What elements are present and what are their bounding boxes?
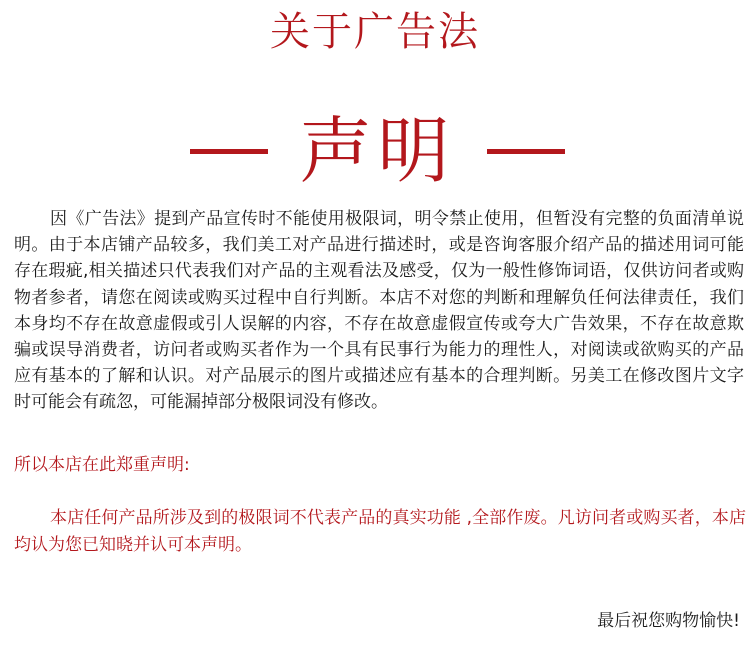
heading-right-dash bbox=[487, 149, 565, 154]
disclaimer-paragraph: 因《广告法》提到产品宣传时不能使用极限词，明令禁止使用，但暂没有完整的负面清单说明。由于本店铺产品较多，我们美工对产品进行描述时，或是咨询客服介绍产品的描述用词可能存在瑕疵,相关描述只代表我们对产品的主观看法及感受，仅为一般性修饰词语，仅供访问者或购物者参者，请您在阅读或购买过程中自行判断。本店不对您的判断和理解负任何法律责任，我们本身均不存在故意虚假或引人误解的内容，不存在故意虚假宣传或夸大广告效果，不存在故意欺骗或误导消费者，访问者或购买者作为一个具有民事行为能力的理性人，对阅读或欲购买的产品应有基本的了解和认识。对产品展示的图片或描述应有基本的合理判断。另美工在修改图片文字时可能会有疏忽，可能漏掉部分极限词没有修改。 bbox=[14, 209, 744, 413]
declaration-heading-row bbox=[0, 106, 750, 196]
declaration-heading: 声明 bbox=[299, 109, 456, 193]
page-title: 关于广告法 bbox=[270, 9, 480, 55]
heading-left-dash bbox=[190, 149, 268, 154]
closing-greeting: 最后祝您购物愉快! bbox=[597, 611, 740, 631]
declaration-subhead: 所以本店在此郑重声明: bbox=[14, 455, 190, 475]
declaration-notice: 本店任何产品所涉及到的极限词不代表产品的真实功能 ,全部作废。凡访问者或购买者，本店均认为您已知晓并认可本声明。 bbox=[14, 508, 746, 555]
